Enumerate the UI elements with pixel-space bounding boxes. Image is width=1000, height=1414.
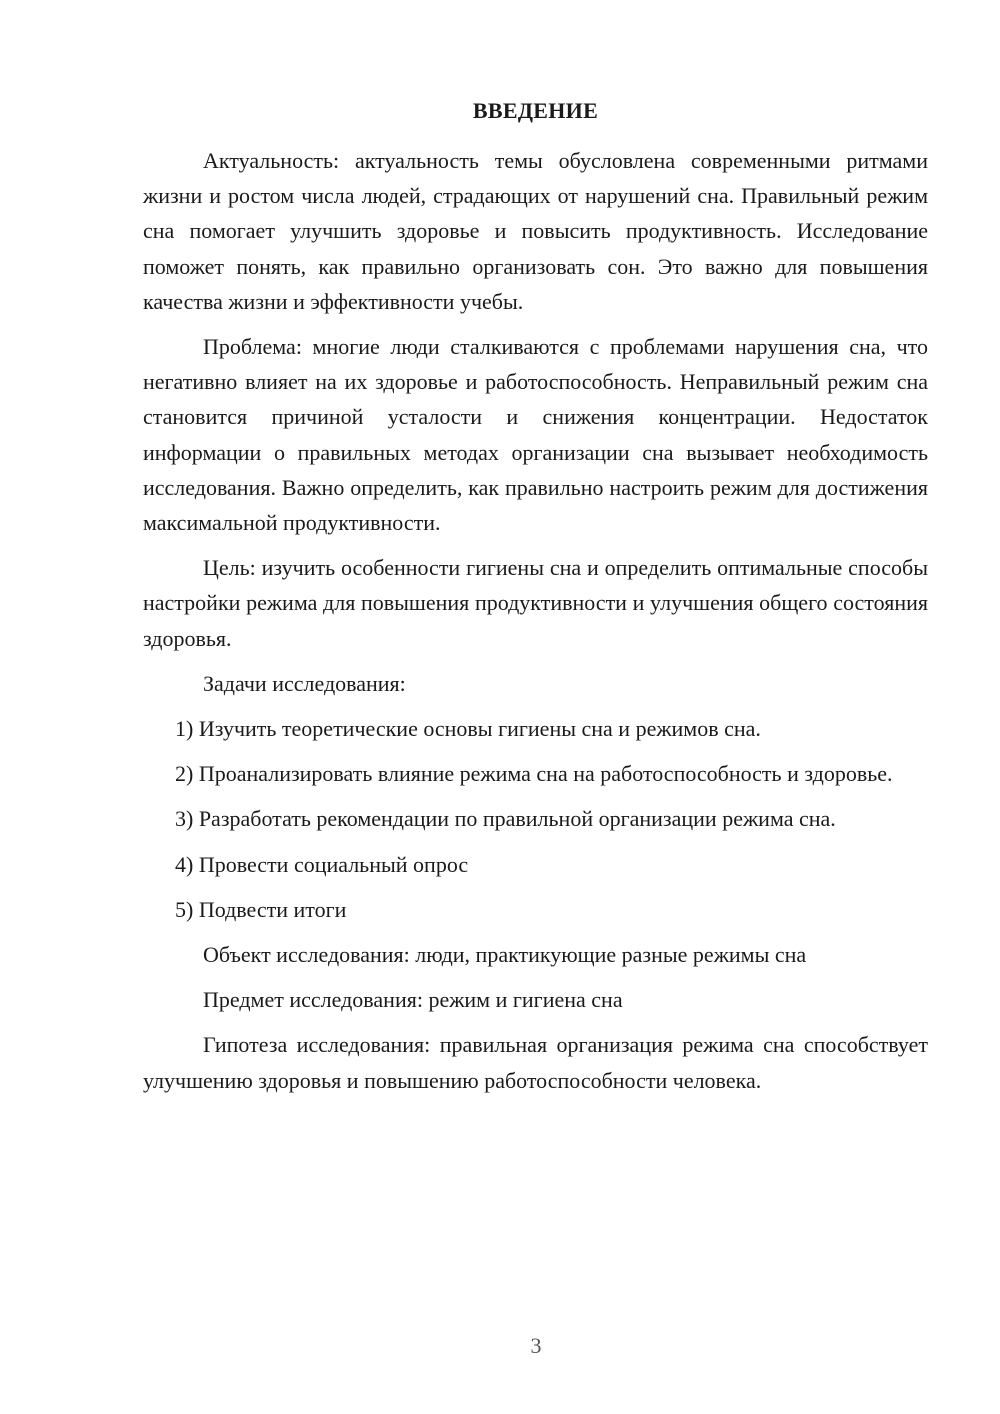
task-item: 4) Провести социальный опрос (175, 851, 469, 877)
page-number: 3 (530, 1333, 542, 1358)
document-body (143, 143, 928, 1098)
hypothesis-paragraph: Гипотеза исследования: правильная организация режима сна способствует улучшению здоровья и повышению работоспособности человека. (143, 1032, 928, 1093)
problem-paragraph: Проблема: многие люди сталкиваются с проблемами нарушения сна, что негативно влияет на их здоровье и работоспособность. Неправильный режим сна становится причиной усталости и снижения концентрации. Недостаток информации о правильных методах организации сна вызывает необходимость исследования. Важно определить, как правильно настроить режим для достижения максимальной продуктивности. (143, 334, 928, 536)
task-item: 1) Изучить теоретические основы гигиены сна и режимов сна. (175, 716, 761, 742)
task-item: 3) Разработать рекомендации по правильной организации режима сна. (175, 806, 836, 832)
object-paragraph: Объект исследования: люди, практикующие разные режимы сна (203, 942, 807, 968)
task-item: 5) Подвести итоги (175, 896, 347, 922)
relevance-paragraph: Актуальность: актуальность темы обусловлена современными ритмами жизни и ростом числа людей, страдающих от нарушений сна. Правильный режим сна помогает улучшить здоровье и повысить продуктивность. Исследование поможет понять, как правильно организовать сон. Это важно для повышения качества жизни и эффективности учебы. (143, 148, 928, 314)
section-heading: ВВЕДЕНИЕ (472, 98, 599, 123)
task-item: 2) Проанализировать влияние режима сна на работоспособность и здоровье. (175, 761, 893, 787)
subject-paragraph: Предмет исследования: режим и гигиена сна (203, 987, 623, 1013)
tasks-heading: Задачи исследования: (203, 670, 406, 696)
goal-paragraph: Цель: изучить особенности гигиены сна и определить оптимальные способы настройки режима для повышения продуктивности и улучшения общего состояния здоровья. (143, 555, 928, 651)
